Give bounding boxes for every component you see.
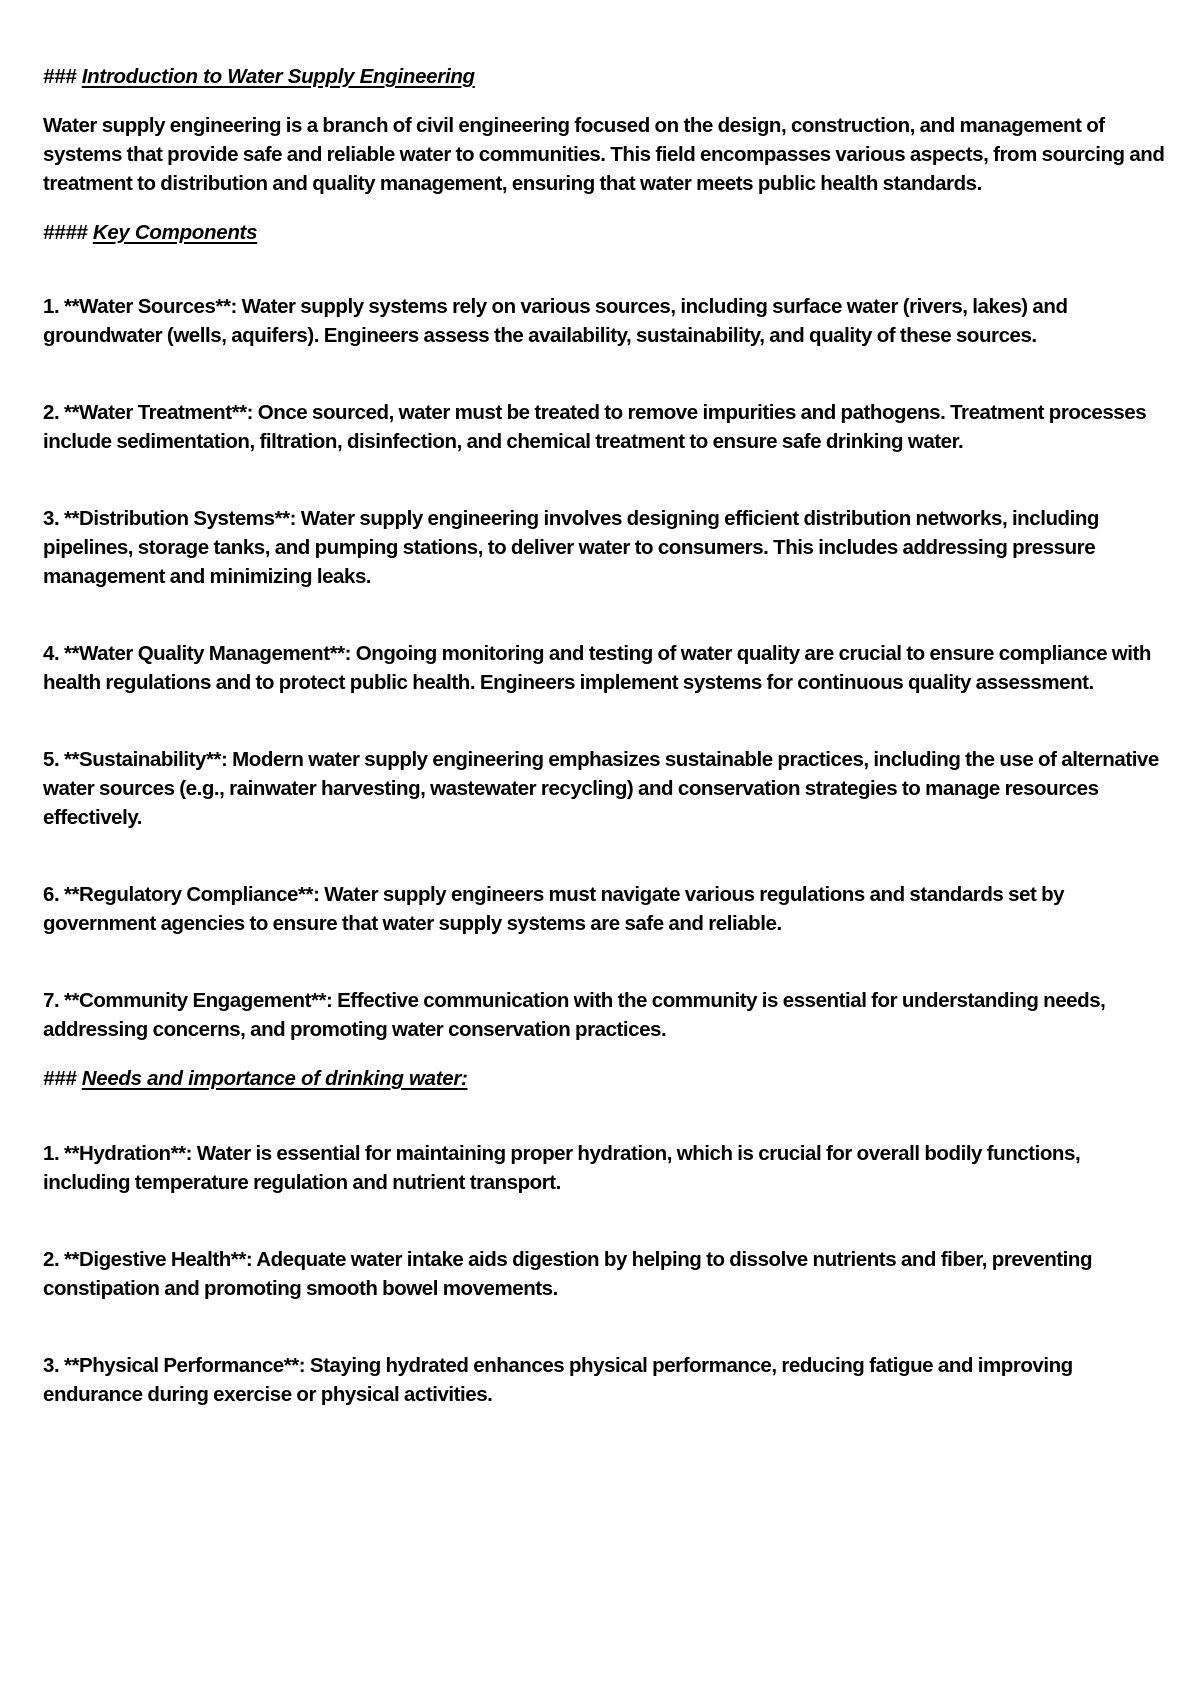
need-digestive-health: 2. **Digestive Health**: Adequate water intake aids digestion by helping to dissolve nutrients and fiber, preventing constipation and promoting smooth bowel movements. xyxy=(43,1248,1093,1300)
needs-heading xyxy=(43,1064,1168,1093)
intro-heading-hashes: ### xyxy=(43,65,77,88)
key-component-regulatory-compliance: 6. **Regulatory Compliance**: Water supply engineers must navigate various regulations and standards set by government agencies to ensure that water supply systems are safe and reliable. xyxy=(43,883,1065,935)
key-components-heading xyxy=(43,218,1168,247)
key-component-water-quality-management: 4. **Water Quality Management**: Ongoing monitoring and testing of water quality are crucial to ensure compliance with health regulations and to protect public health. Engineers implement systems for continuous quality assessment. xyxy=(43,642,1151,694)
key-component-sustainability: 5. **Sustainability**: Modern water supply engineering emphasizes sustainable practices, including the use of alternative water sources (e.g., rainwater harvesting, wastewater recycling) and conservation strategies to manage resources effectively. xyxy=(43,748,1159,829)
intro-heading xyxy=(43,62,1168,91)
needs-heading-hashes: ### xyxy=(43,1067,77,1090)
key-component-water-treatment: 2. **Water Treatment**: Once sourced, water must be treated to remove impurities and pathogens. Treatment processes include sedimentation, filtration, disinfection, and chemical treatment to ensure safe drinking water. xyxy=(43,401,1147,453)
key-components-list xyxy=(43,292,1168,1044)
document-page xyxy=(43,62,1168,1409)
intro-heading-text: Introduction to Water Supply Engineering xyxy=(81,65,475,88)
key-component-community-engagement: 7. **Community Engagement**: Effective communication with the community is essential for understanding needs, addressing concerns, and promoting water conservation practices. xyxy=(43,989,1106,1041)
need-hydration: 1. **Hydration**: Water is essential for maintaining proper hydration, which is crucial for overall bodily functions, including temperature regulation and nutrient transport. xyxy=(43,1142,1081,1194)
needs-heading-text: Needs and importance of drinking water: xyxy=(81,1067,468,1090)
key-components-heading-hashes: #### xyxy=(43,221,88,244)
need-physical-performance: 3. **Physical Performance**: Staying hydrated enhances physical performance, reducing fatigue and improving endurance during exercise or physical activities. xyxy=(43,1354,1073,1406)
intro-paragraph: Water supply engineering is a branch of civil engineering focused on the design, construction, and management of systems that provide safe and reliable water to communities. This field encompasses various aspects, from sourcing and treatment to distribution and quality management, ensuring that water meets public health standards. xyxy=(43,114,1165,195)
key-component-distribution-systems: 3. **Distribution Systems**: Water supply engineering involves designing efficient distribution networks, including pipelines, storage tanks, and pumping stations, to deliver water to consumers. This includes addressing pressure management and minimizing leaks. xyxy=(43,507,1099,588)
key-component-water-sources: 1. **Water Sources**: Water supply systems rely on various sources, including surface water (rivers, lakes) and groundwater (wells, aquifers). Engineers assess the availability, sustainability, and quality of these sources. xyxy=(43,295,1068,347)
needs-list xyxy=(43,1139,1168,1409)
key-components-heading-text: Key Components xyxy=(92,221,258,244)
